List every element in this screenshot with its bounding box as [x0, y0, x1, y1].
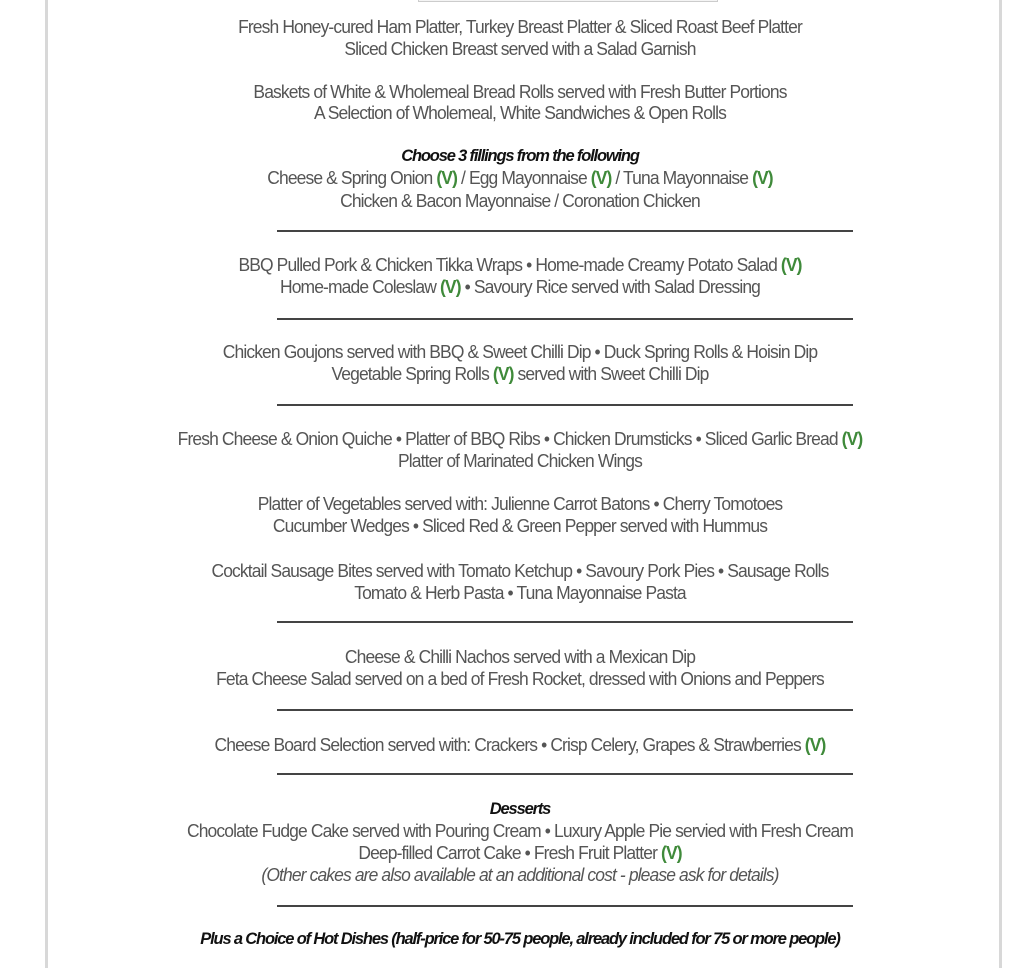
menu-text: Home-made Coleslaw [279, 277, 440, 297]
menu-line [16, 864, 1024, 886]
menu-line [16, 190, 1024, 212]
menu-text: Chicken Goujons served with BBQ & Sweet Chilli Dip • Duck Spring Rolls & Hoisin Dip [222, 342, 818, 362]
menu-text: Cocktail Sausage Bites served with Tomato Ketchup • Savoury Pork Pies • Sausage Rolls [211, 561, 829, 581]
vegetarian-badge: (V) [752, 168, 773, 188]
menu-text: Tomato & Herb Pasta • Tuna Mayonnaise Pasta [354, 583, 686, 603]
menu-line [16, 668, 1024, 690]
vegetarian-badge: (V) [439, 277, 461, 297]
vegetarian-badge: (V) [841, 429, 863, 449]
menu-text: Platter of Marinated Chicken Wings [398, 451, 642, 471]
menu-text: Chicken & Bacon Mayonnaise / Coronation Chicken [340, 191, 700, 211]
menu-text: Cucumber Wedges • Sliced Red & Green Pepper served with Hummus [272, 516, 768, 536]
menu-text: Sliced Chicken Breast served with a Salad Garnish [344, 39, 696, 59]
menu-text: Cheese & Chilli Nachos served with a Mexican Dip [344, 647, 696, 667]
vegetarian-badge: (V) [436, 168, 458, 188]
menu-line [16, 102, 1024, 124]
menu-text: Platter of Vegetables served with: Julienne Carrot Batons • Cherry Tomotoes [257, 494, 783, 514]
section-divider [277, 230, 853, 232]
section-heading [16, 798, 1024, 820]
menu-text: Fresh Honey-cured Ham Platter, Turkey Breast Platter & Sliced Roast Beef Platter [238, 17, 802, 37]
menu-line [16, 450, 1024, 472]
menu-text: Desserts [489, 799, 551, 818]
vegetarian-badge: (V) [660, 843, 682, 863]
menu-text: / Tuna Mayonnaise [611, 168, 753, 188]
menu-text: Deep-filled Carrot Cake • Fresh Fruit Platter [358, 843, 661, 863]
vegetarian-badge: (V) [492, 364, 514, 384]
menu-text: Chocolate Fudge Cake served with Pouring Cream • Luxury Apple Pie servied with Fresh Cream [186, 821, 854, 841]
menu-text: Cheese & Spring Onion [267, 168, 437, 188]
menu-text: / Egg Mayonnaise [457, 168, 591, 188]
menu-line [16, 842, 1024, 864]
vegetarian-badge: (V) [804, 735, 826, 755]
menu-text: Fresh Cheese & Onion Quiche • Platter of BBQ Ribs • Chicken Drumsticks • Sliced Garlic Bread [177, 429, 842, 449]
menu-line [16, 167, 1024, 189]
menu-line [16, 560, 1024, 582]
menu-page [45, 0, 1002, 968]
menu-text: Cheese Board Selection served with: Crackers • Crisp Celery, Grapes & Strawberries [214, 735, 805, 755]
menu-line [16, 81, 1024, 103]
menu-line [16, 428, 1024, 450]
menu-line [16, 254, 1024, 276]
menu-text: Baskets of White & Wholemeal Bread Rolls served with Fresh Butter Portions [253, 82, 787, 102]
menu-text: (Other cakes are also available at an additional cost - please ask for details) [261, 865, 779, 885]
section-divider [277, 709, 853, 711]
menu-text: BBQ Pulled Pork & Chicken Tikka Wraps • Home-made Creamy Potato Salad [238, 255, 781, 275]
section-divider [277, 773, 853, 775]
menu-line [16, 646, 1024, 668]
vegetarian-badge: (V) [780, 255, 802, 275]
menu-line [16, 493, 1024, 515]
menu-line [16, 276, 1024, 298]
menu-line [16, 363, 1024, 385]
menu-text: served with Sweet Chilli Dip [513, 364, 709, 384]
menu-line [16, 582, 1024, 604]
section-divider [277, 404, 853, 406]
vegetarian-badge: (V) [590, 168, 612, 188]
menu-text: Feta Cheese Salad served on a bed of Fresh Rocket, dressed with Onions and Peppers [216, 669, 824, 689]
menu-text: Vegetable Spring Rolls [331, 364, 493, 384]
menu-text: • Savoury Rice served with Salad Dressing [460, 277, 761, 297]
menu-line [16, 16, 1024, 38]
section-heading [16, 145, 1024, 167]
menu-line [16, 734, 1024, 756]
section-divider [277, 621, 853, 623]
section-heading [16, 928, 1024, 950]
menu-line [16, 341, 1024, 363]
menu-text: A Selection of Wholemeal, White Sandwiches & Open Rolls [313, 103, 726, 123]
section-divider [277, 905, 853, 907]
menu-text: Plus a Choice of Hot Dishes (half-price for 50-75 people, already included for 75 or more people) [200, 929, 840, 948]
menu-text: Choose 3 fillings from the following [401, 146, 639, 165]
section-divider [277, 318, 853, 320]
menu-line [16, 820, 1024, 842]
menu-line [16, 38, 1024, 60]
header-box [418, 0, 718, 2]
menu-line [16, 515, 1024, 537]
